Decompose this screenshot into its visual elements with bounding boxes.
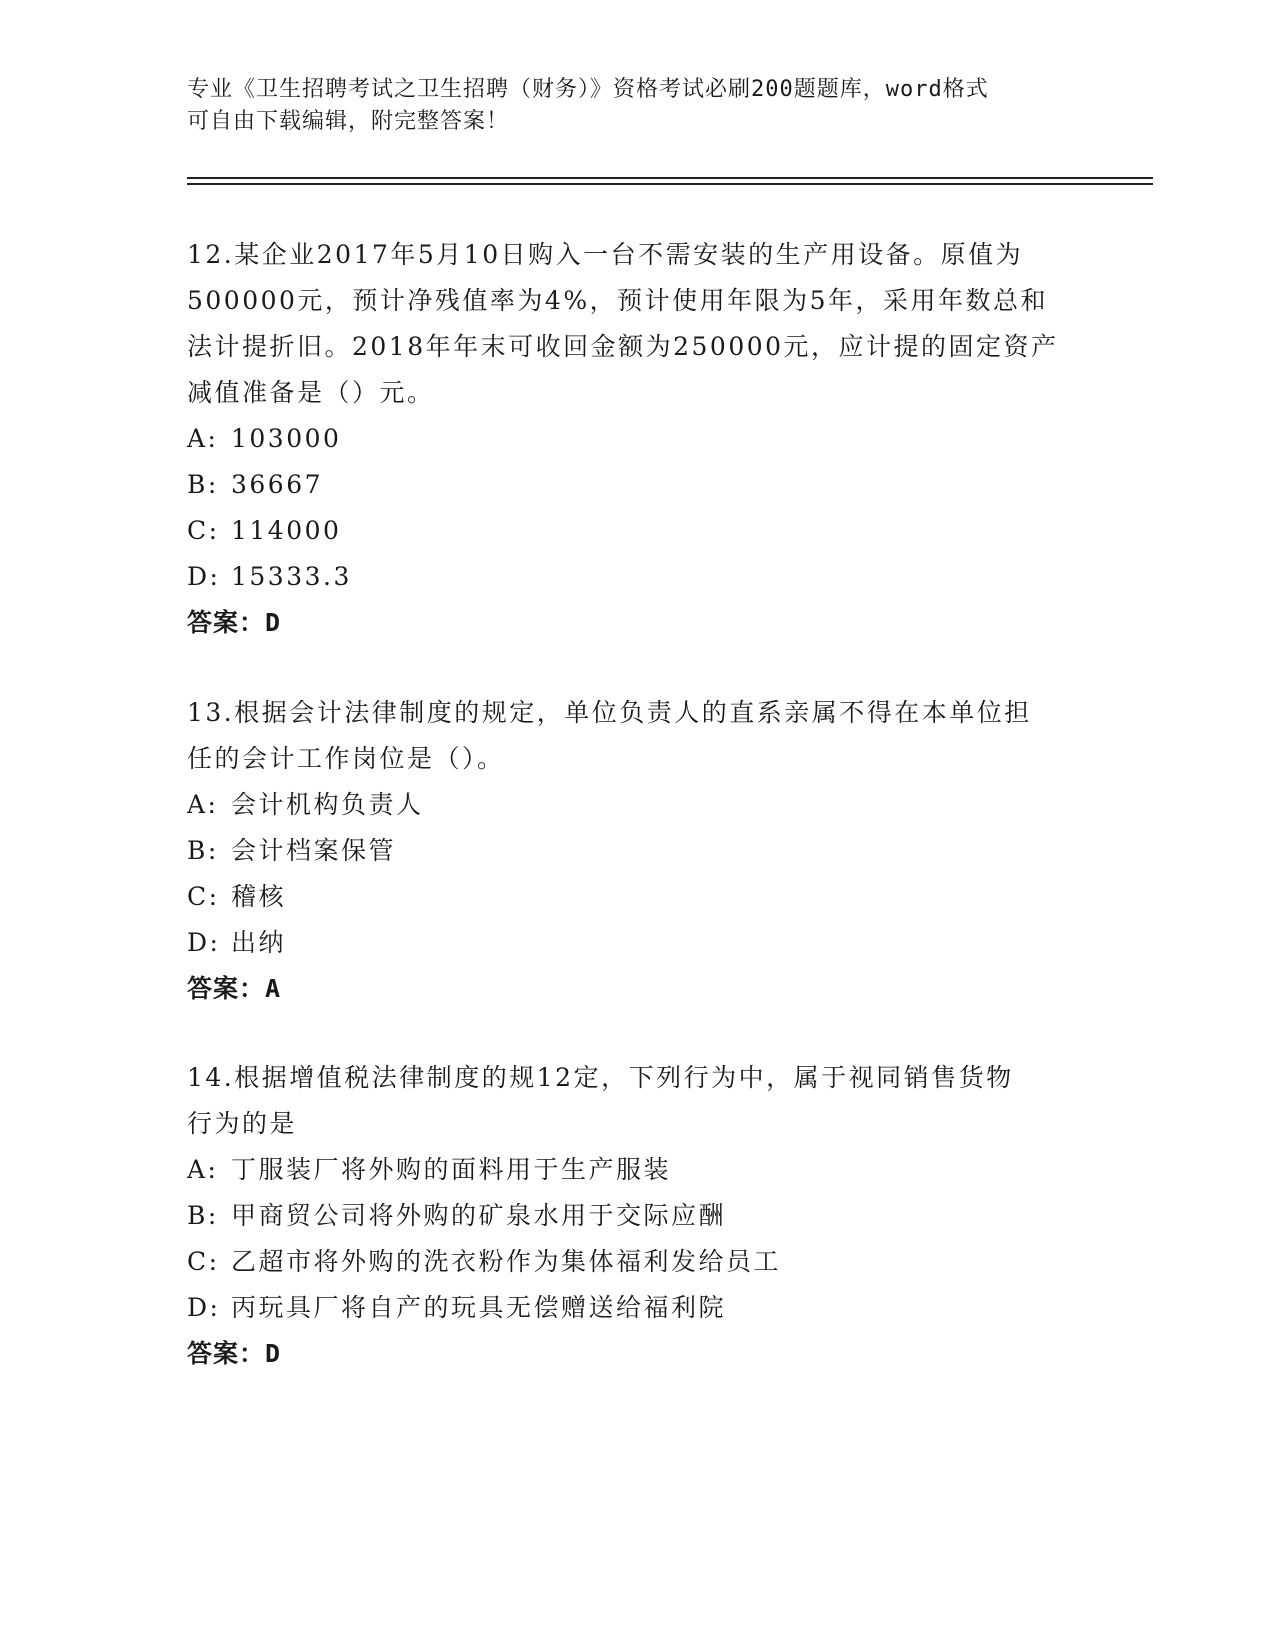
option-d — [187, 1285, 1087, 1331]
option-text: 出纳 — [231, 928, 287, 957]
option-b — [187, 462, 1087, 508]
question-line: 12.某企业2017年5月10日购入一台不需安装的生产用设备。原值为 — [187, 240, 1024, 269]
answer: 答案：D — [187, 608, 282, 637]
header-line-2: 可自由下载编辑，附完整答案！ — [187, 109, 510, 134]
option-b — [187, 1193, 1087, 1239]
question-line: 13.根据会计法律制度的规定，单位负责人的直系亲属不得在本单位担 — [187, 698, 1032, 727]
header-line-1: 专业《卫生招聘考试之卫生招聘（财务）》资格考试必刷200题题库，word格式 — [187, 77, 989, 102]
question-line: 减值准备是（）元。 — [187, 378, 435, 407]
option-letter: B: — [187, 470, 219, 499]
options-list — [187, 782, 1087, 966]
question-text — [187, 232, 1087, 416]
option-c — [187, 508, 1087, 554]
options-list — [187, 1147, 1087, 1331]
option-text: 丙玩具厂将自产的玩具无偿赠送给福利院 — [231, 1293, 727, 1322]
option-d — [187, 920, 1087, 966]
question-line: 任的会计工作岗位是（）。 — [187, 744, 505, 773]
option-letter: C: — [187, 882, 220, 911]
header-rule-top — [187, 177, 1153, 179]
option-text: 103000 — [231, 424, 342, 453]
option-a — [187, 416, 1087, 462]
option-a — [187, 782, 1087, 828]
question-12 — [187, 232, 1087, 646]
question-text — [187, 690, 1087, 782]
question-line: 法计提折旧。2018年年末可收回金额为250000元，应计提的固定资产 — [187, 332, 1059, 361]
option-c — [187, 1239, 1087, 1285]
option-d — [187, 554, 1087, 600]
option-text: 36667 — [231, 470, 324, 499]
answer: 答案：D — [187, 1339, 282, 1368]
question-line: 行为的是 — [187, 1109, 298, 1138]
option-text: 会计机构负责人 — [231, 790, 424, 819]
question-text — [187, 1055, 1087, 1147]
options-list — [187, 416, 1087, 600]
answer: 答案：A — [187, 974, 282, 1003]
option-letter: D: — [187, 562, 221, 591]
option-a — [187, 1147, 1087, 1193]
option-letter: C: — [187, 516, 220, 545]
option-letter: A: — [187, 790, 219, 819]
option-letter: D: — [187, 1293, 221, 1322]
document-header — [187, 74, 1087, 138]
option-c — [187, 874, 1087, 920]
question-line: 500000元，预计净残值率为4%，预计使用年限为5年，采用年数总和 — [187, 286, 1049, 315]
option-letter: D: — [187, 928, 221, 957]
option-text: 乙超市将外购的洗衣粉作为集体福利发给员工 — [231, 1247, 782, 1276]
question-13 — [187, 690, 1087, 1012]
option-b — [187, 828, 1087, 874]
question-line: 14.根据增值税法律制度的规12定，下列行为中，属于视同销售货物 — [187, 1063, 1014, 1092]
option-text: 丁服装厂将外购的面料用于生产服装 — [231, 1155, 672, 1184]
option-letter: A: — [187, 1155, 219, 1184]
option-text: 会计档案保管 — [231, 836, 397, 865]
option-letter: B: — [187, 1201, 219, 1230]
option-text: 114000 — [231, 516, 342, 545]
option-letter: A: — [187, 424, 219, 453]
question-14 — [187, 1055, 1087, 1377]
option-text: 甲商贸公司将外购的矿泉水用于交际应酬 — [231, 1201, 727, 1230]
option-text: 稽核 — [231, 882, 287, 911]
option-letter: B: — [187, 836, 219, 865]
option-text: 15333.3 — [231, 562, 352, 591]
option-letter: C: — [187, 1247, 220, 1276]
header-rule-bottom — [187, 183, 1153, 185]
